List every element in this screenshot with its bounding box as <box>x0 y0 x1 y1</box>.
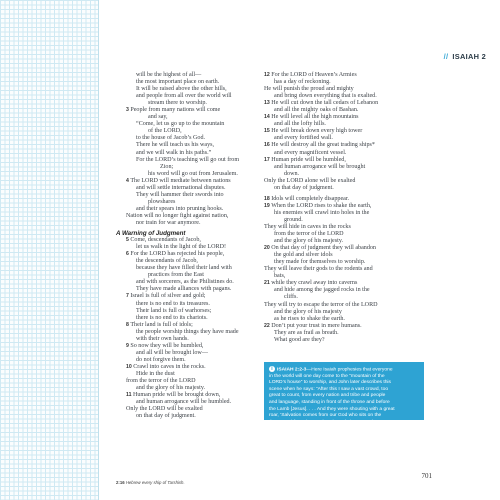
verse-line <box>116 135 246 142</box>
verse-text: and people from all over the world will <box>136 93 232 100</box>
study-note-reference: ISAIAH 2:2-3 <box>277 367 307 373</box>
verse-line <box>264 302 432 309</box>
verse-text: Crawl into caves in the rocks. <box>133 363 206 370</box>
verse-number: 17 <box>264 156 272 163</box>
verse-text: and their spears into pruning hooks. <box>136 205 224 212</box>
verse-text: they made for themselves to worship. <box>274 259 366 266</box>
verse-line <box>264 178 432 185</box>
verse-text: and every fortified wall. <box>274 135 333 142</box>
verse-number: 8 <box>126 321 131 328</box>
verse-line <box>264 316 432 323</box>
verse-text: the descendants of Jacob, <box>136 258 198 265</box>
verse-line <box>116 308 246 315</box>
study-note-line-text: the Lamb [Jesus]. . . . And they were shouting with a great <box>269 406 395 412</box>
verse-line <box>116 178 246 185</box>
verse-text: Their land is full of warhorses; <box>136 307 212 314</box>
study-note-line-text: in the world will one day come to the “mountain of the <box>269 373 385 379</box>
verse-line <box>116 185 246 192</box>
verse-text: has a day of reckoning. <box>274 79 331 86</box>
verse-text: plowshares <box>148 198 176 205</box>
verse-line <box>264 203 432 210</box>
verse-text: his word will go out from Jerusalem. <box>148 170 238 177</box>
verse-text: What good are they? <box>274 336 325 343</box>
verse-line <box>264 150 432 157</box>
verse-text: He will destroy all the great trading ships* <box>271 142 375 149</box>
verse-text: on that day of judgment. <box>274 184 334 191</box>
verse-number: 6 <box>126 251 131 258</box>
verse-line <box>264 294 432 301</box>
left-text-column <box>116 72 246 420</box>
running-head-title: ISAIAH 2 <box>452 52 486 61</box>
verse-line <box>264 135 432 142</box>
verse-number: 16 <box>264 142 272 149</box>
verse-number: 22 <box>264 322 272 329</box>
running-head <box>444 52 486 61</box>
verse-text: Zion; <box>160 163 174 170</box>
verse-number: 9 <box>126 342 131 349</box>
verse-line <box>116 371 246 378</box>
verse-text: They will try to escape the terror of the LORD <box>264 301 378 308</box>
verse-text: Nation will no longer fight against nation, <box>126 212 229 219</box>
verse-text: and we will walk in his paths.” <box>136 149 212 156</box>
verse-number: 13 <box>264 100 272 107</box>
study-note-line <box>269 366 419 374</box>
study-note-line-text: —Here Isaiah prophesies that everyone <box>306 367 393 373</box>
verse-line <box>116 385 246 392</box>
verse-line <box>116 413 246 420</box>
verse-line <box>116 293 246 300</box>
verse-text: Idols will completely disappear. <box>271 195 350 202</box>
verse-line <box>116 142 246 149</box>
verse-text: They will hammer their swords into <box>136 191 224 198</box>
verse-line <box>116 336 246 343</box>
verse-line <box>116 322 246 329</box>
verse-number: 20 <box>264 245 272 252</box>
verse-number: 14 <box>264 114 272 121</box>
verse-line <box>116 93 246 100</box>
verse-text: and the glory of his majesty. <box>274 238 343 245</box>
verse-line <box>116 171 246 178</box>
verse-text: there is no end to its treasures. <box>136 300 210 307</box>
verse-text: Human pride will be humbled, <box>271 156 346 163</box>
verse-line <box>116 150 246 157</box>
verse-line <box>264 266 432 273</box>
verse-number: 7 <box>126 293 131 300</box>
verse-text: because they have filled their land with <box>136 265 232 272</box>
verse-line <box>264 79 432 86</box>
verse-text: Human pride will be brought down, <box>132 392 221 399</box>
right-text-column <box>264 72 432 344</box>
verse-line <box>116 279 246 286</box>
verse-line <box>264 196 432 203</box>
study-note-line-text: roar, ‘Salvation comes from our God who sits on the <box>269 413 382 419</box>
verse-text: nor train for war anymore. <box>136 219 201 226</box>
verse-text: there is no end to its chariots. <box>136 314 208 321</box>
verse-line <box>116 272 246 279</box>
verse-line <box>264 121 432 128</box>
verse-line <box>264 107 432 114</box>
verse-text: bats, <box>274 273 286 280</box>
verse-number: 21 <box>264 280 272 287</box>
verse-text: from the terror of the LORD <box>274 231 344 238</box>
verse-text: “Come, let us go up to the mountain <box>136 121 225 128</box>
verse-line <box>264 224 432 231</box>
verse-text: and bring down everything that is exalted. <box>274 93 377 100</box>
verse-text: while they crawl away into caverns <box>271 280 358 287</box>
verse-line <box>116 164 246 171</box>
verse-line <box>264 185 432 192</box>
verse-line <box>116 329 246 336</box>
verse-line <box>264 259 432 266</box>
verse-text: They are as frail as breath. <box>274 329 339 336</box>
verse-line <box>116 213 246 220</box>
verse-line <box>116 206 246 213</box>
verse-text: let us walk in the light of the LORD! <box>136 244 227 251</box>
page-number: 701 <box>421 472 432 480</box>
verse-number: 12 <box>264 72 272 78</box>
verse-line <box>264 171 432 178</box>
verse-text: There he will teach us his ways, <box>136 142 215 149</box>
study-note-line-text: scene when he says: “After this I saw a vast crowd, too <box>269 386 389 392</box>
verse-text: Their land is full of idols; <box>130 321 193 328</box>
verse-text: and all will be brought low— <box>136 349 208 356</box>
verse-line <box>116 244 246 251</box>
verse-text: and say, <box>148 114 168 121</box>
verse-line <box>116 343 246 350</box>
verse-line <box>264 337 432 344</box>
verse-number: 18 <box>264 195 272 202</box>
verse-number: 11 <box>126 392 133 399</box>
verse-text: practices from the East <box>148 272 205 279</box>
verse-text: and all the lofty hills. <box>274 121 326 128</box>
verse-line <box>264 164 432 171</box>
verse-text: and with sorcerers, as the Philistines do. <box>136 279 234 286</box>
verse-line <box>116 357 246 364</box>
footnote-reference: 2:16 <box>116 480 125 485</box>
verse-text: with their own hands. <box>136 335 189 342</box>
verse-text: Don’t put your trust in mere humans. <box>271 322 362 329</box>
verse-text: from the terror of the LORD <box>126 378 196 385</box>
verse-line <box>116 399 246 406</box>
verse-line <box>264 142 432 149</box>
verse-text: Only the LORD alone will be exalted <box>264 177 356 184</box>
verse-text: For the LORD has rejected his people, <box>130 251 225 258</box>
verse-text: He will cut down the tall cedars of Lebanon <box>271 100 379 107</box>
verse-text: and the glory of his majesty <box>274 308 342 315</box>
verse-line <box>264 86 432 93</box>
margin-rule <box>98 0 99 500</box>
verse-number: 15 <box>264 128 272 135</box>
study-note-box <box>264 362 424 425</box>
verse-line <box>116 315 246 322</box>
verse-line <box>264 323 432 330</box>
verse-text: He will break down every high tower <box>271 128 363 135</box>
section-heading: A Warning of Judgment <box>116 230 186 238</box>
verse-text: Israel is full of silver and gold; <box>130 293 206 300</box>
verse-text: will be the highest of all— <box>136 72 202 78</box>
verse-text: On that day of judgment they will abandon <box>271 245 376 252</box>
verse-text: cliffs. <box>284 294 298 301</box>
footnote-text: Hebrew every ship of Tarshish. <box>125 480 185 485</box>
verse-text: on that day of judgment. <box>136 413 196 420</box>
verse-text: as he rises to shake the earth. <box>274 315 345 322</box>
verse-line <box>116 157 246 164</box>
verse-text: They have made alliances with pagans. <box>136 286 232 293</box>
verse-text: People from many nations will come <box>130 107 221 114</box>
verse-text: and every magnificent vessel. <box>274 149 347 156</box>
verse-text: For the LORD of Heaven’s Armies <box>271 72 357 78</box>
verse-text: his enemies will crawl into holes in the <box>274 209 370 216</box>
study-note-line-text: throne and from the Lamb!’ ” (Revelation 7:9-10). <box>269 419 375 425</box>
verse-line <box>264 280 432 287</box>
verse-line <box>264 273 432 280</box>
verse-line <box>264 157 432 164</box>
verse-line <box>264 72 432 79</box>
study-note-line-text: and language, standing in front of the throne and before <box>269 400 390 406</box>
verse-text: Only the LORD will be exalted <box>126 406 203 413</box>
info-icon: i <box>269 366 275 372</box>
verse-line <box>116 392 246 399</box>
verse-text: to the house of Jacob’s God. <box>136 135 206 142</box>
verse-text: stream there to worship. <box>148 100 207 107</box>
verse-line <box>264 210 432 217</box>
verse-text: and human arrogance will be brought <box>274 163 366 170</box>
verse-line <box>116 364 246 371</box>
verse-text: of the LORD, <box>148 128 182 135</box>
verse-text: When the LORD rises to shake the earth, <box>271 202 372 209</box>
verse-line <box>116 220 246 227</box>
verse-line <box>116 107 246 114</box>
verse-line <box>116 72 246 79</box>
verse-text: The LORD will mediate between nations <box>130 177 231 184</box>
study-note-line <box>269 420 419 427</box>
verse-number: 4 <box>126 177 131 184</box>
verse-text: ground. <box>284 216 303 223</box>
verse-text: Come, descendants of Jacob, <box>130 237 201 244</box>
verse-number: 5 <box>126 237 131 244</box>
verse-text: So now they will be humbled, <box>130 342 204 349</box>
verse-text: It will be raised above the other hills, <box>136 86 227 93</box>
verse-text: Hide in the dust <box>136 370 175 377</box>
verse-line <box>116 192 246 199</box>
verse-text: and hide among the jagged rocks in the <box>274 287 370 294</box>
verse-line <box>264 245 432 252</box>
verse-number: 10 <box>126 363 134 370</box>
verse-line <box>116 350 246 357</box>
verse-line <box>116 378 246 385</box>
verse-text: the gold and silver idols <box>274 252 333 259</box>
footnote <box>116 480 185 485</box>
study-note-line-text: LORD’s house” to worship, and John later describes this <box>269 380 391 386</box>
study-note-text <box>269 366 419 426</box>
verse-text: and the glory of his majesty. <box>136 385 205 392</box>
verse-text: and will settle international disputes. <box>136 184 226 191</box>
running-head-slashes: // <box>443 52 449 61</box>
verse-text: He will level all the high mountains <box>271 114 359 121</box>
verse-line <box>264 309 432 316</box>
verse-number: 19 <box>264 202 272 209</box>
verse-text: For the LORD’s teaching will go out from <box>136 156 240 163</box>
verse-line <box>116 79 246 86</box>
verse-text: They will hide in caves in the rocks <box>264 223 351 230</box>
verse-text: and all the mighty oaks of Bashan. <box>274 107 359 114</box>
study-note-line-text: great to count, from every nation and tribe and people <box>269 393 386 399</box>
verse-line <box>264 330 432 337</box>
graph-paper-margin <box>0 0 98 500</box>
verse-text: down. <box>284 170 300 177</box>
verse-text: They will leave their gods to the rodents and <box>264 266 373 273</box>
verse-line <box>116 301 246 308</box>
verse-text: the people worship things they have made <box>136 328 239 335</box>
verse-text: and human arrogance will be humbled. <box>136 399 232 406</box>
verse-text: do not forgive them. <box>136 356 186 363</box>
verse-line <box>264 217 432 224</box>
verse-text: He will punish the proud and mighty <box>264 86 354 93</box>
verse-line <box>116 199 246 206</box>
verse-text: the most important place on earth. <box>136 79 220 86</box>
verse-number: 3 <box>126 107 131 114</box>
